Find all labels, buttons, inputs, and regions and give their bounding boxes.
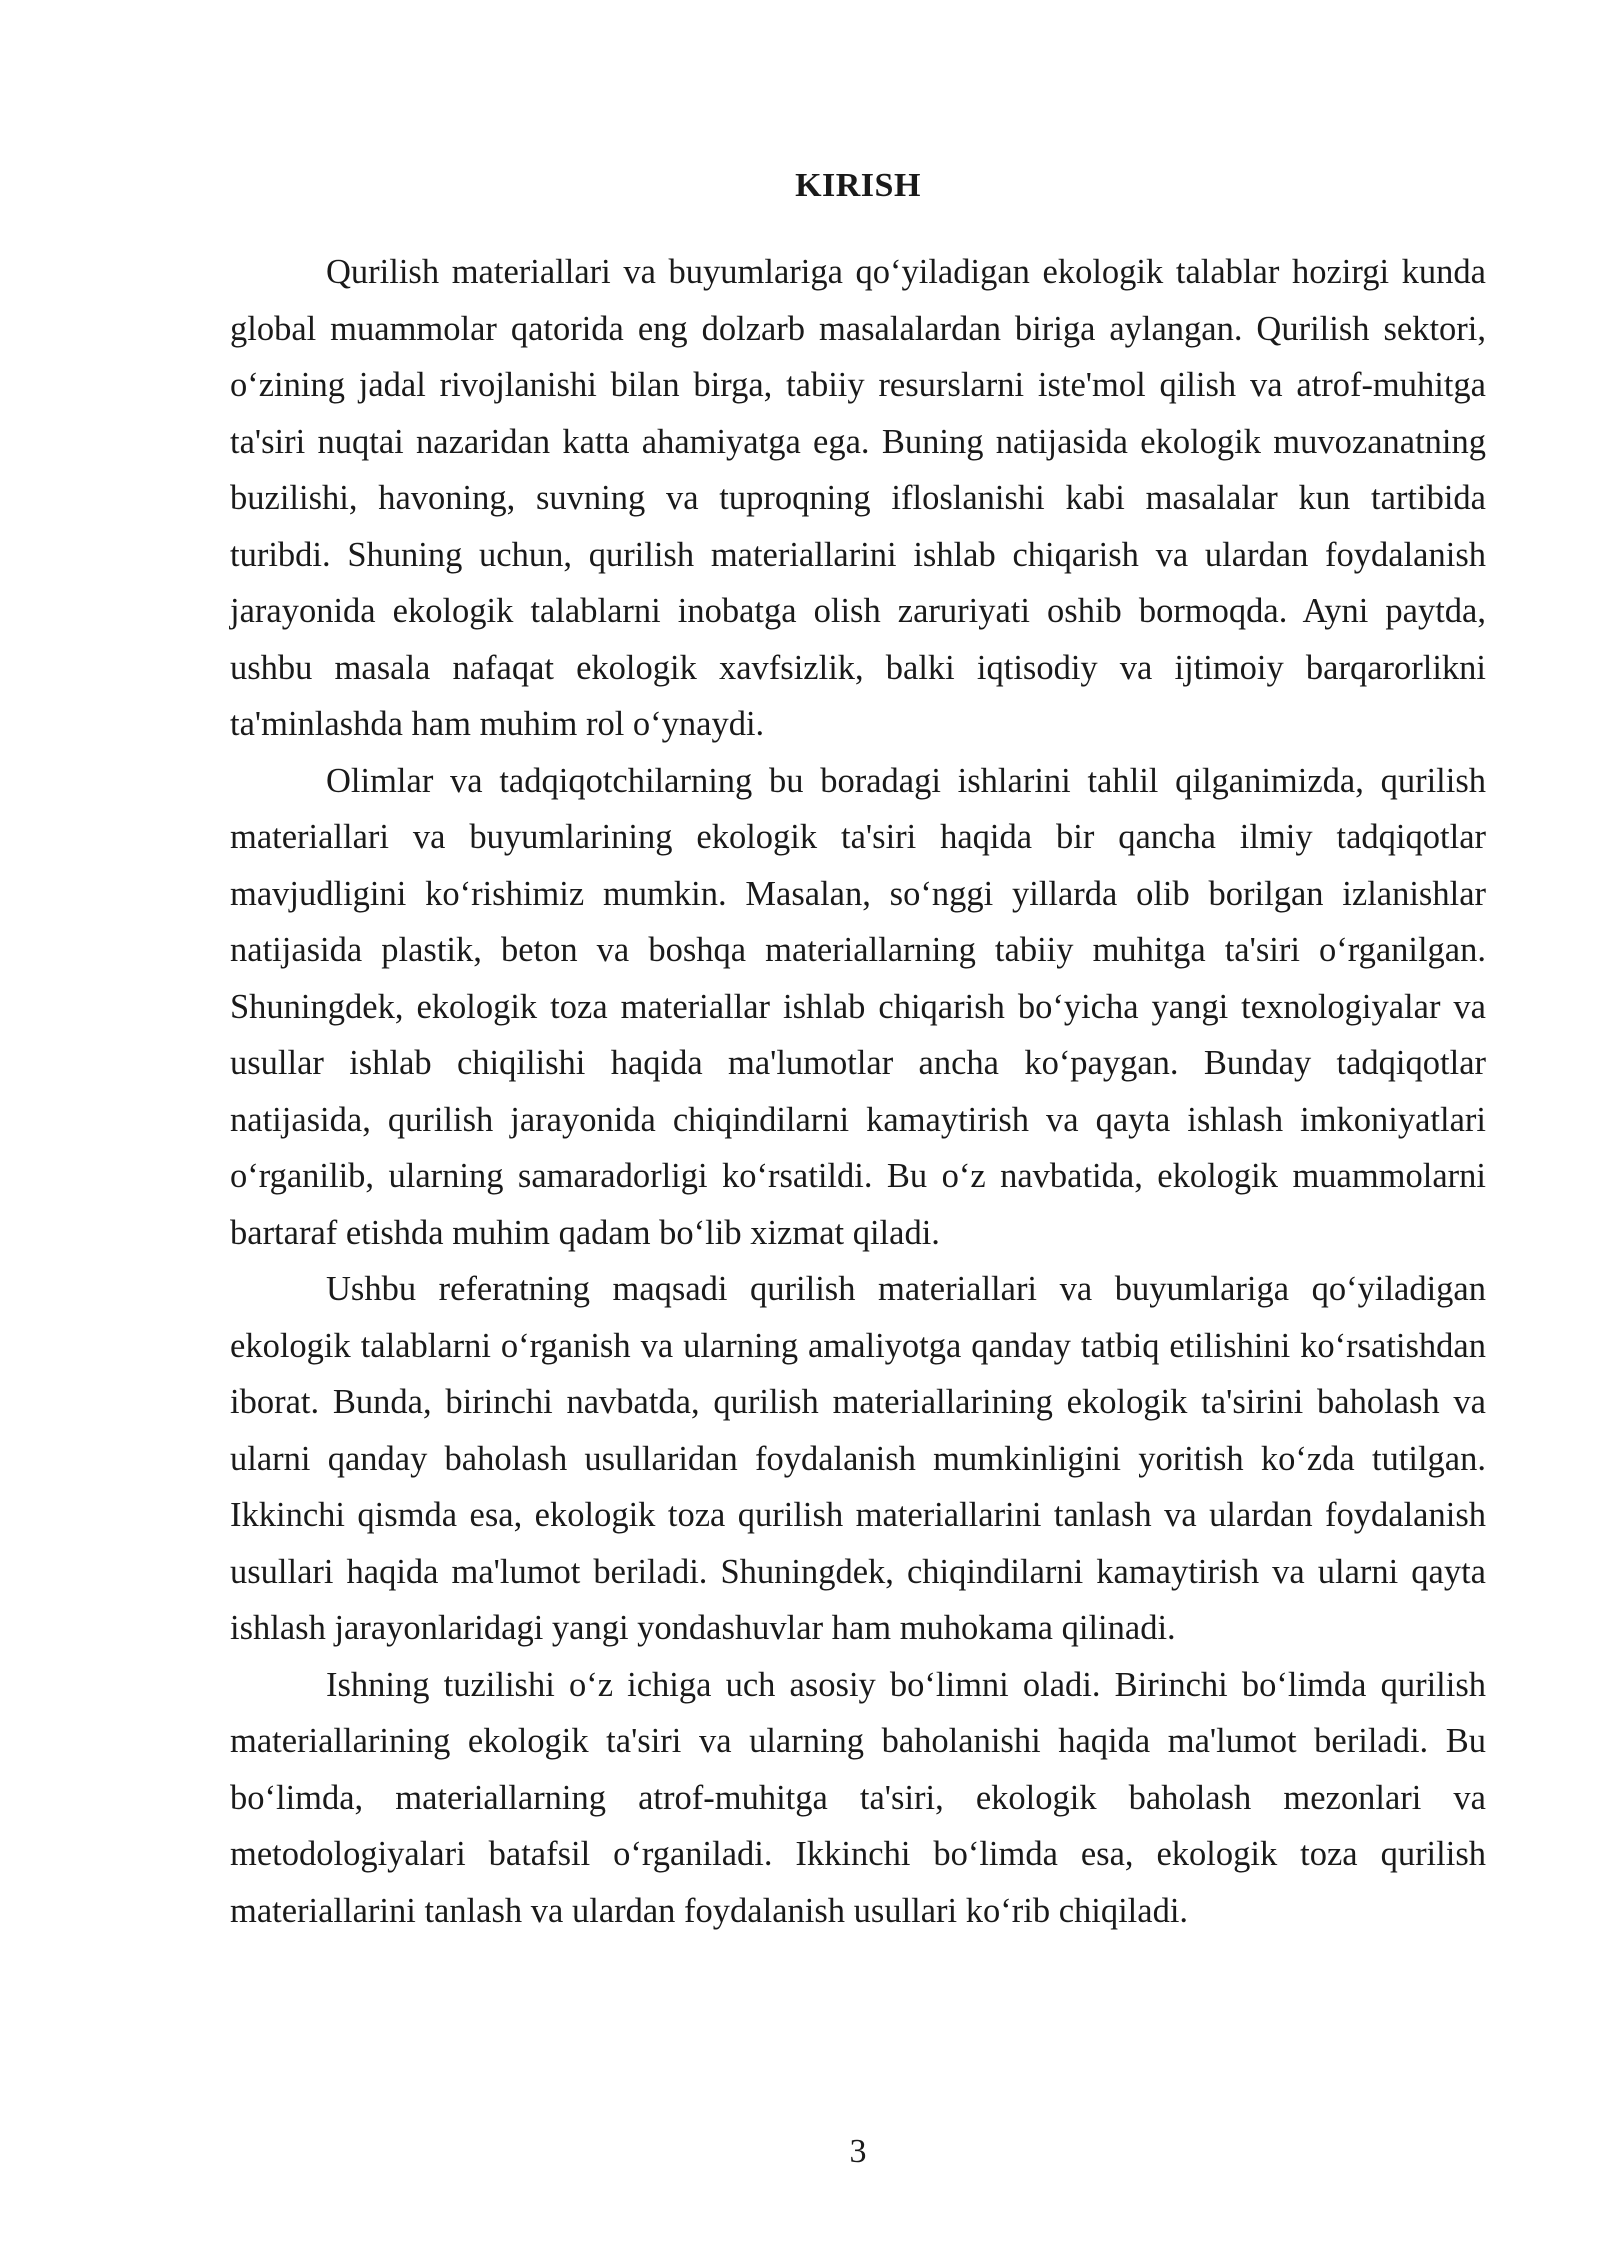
paragraph-2: Olimlar va tadqiqotchilarning bu boradagi ishlarini tahlil qilganimizda, qurilish materiallari va buyumlarining ekologik ta'siri haqida bir qancha ilmiy tadqiqotlar mavjudligini ko‘rishimiz mumkin. Masalan, so‘nggi yillarda olib borilgan izlanishlar natijasida plastik, beton va boshqa materiallarning tabiiy muhitga ta'siri o‘rganilgan. Shuningdek, ekologik toza materiallar ishlab chiqarish bo‘yicha yangi texnologiyalar va usullar ishlab chiqilishi haqida ma'lumotlar ancha ko‘paygan. Bunday tadqiqotlar natijasida, qurilish jarayonida chiqindilarni kamaytirish va qayta ishlash imkoniyatlari o‘rganilib, ularning samaradorligi ko‘rsatildi. Bu o‘z navbatida, ekologik muammolarni bartaraf etishda muhim qadam bo‘lib xizmat qiladi. (230, 761, 1486, 1252)
paragraph-1: Qurilish materiallari va buyumlariga qo‘yiladigan ekologik talablar hozirgi kunda global muammolar qatorida eng dolzarb masalalardan biriga aylangan. Qurilish sektori, o‘zining jadal rivojlanishi bilan birga, tabiiy resurslarni iste'mol qilish va atrof-muhitga ta'siri nuqtai nazaridan katta ahamiyatga ega. Buning natijasida ekologik muvozanatning buzilishi, havoning, suvning va tuproqning ifloslanishi kabi masalalar kun tartibida turibdi. Shuning uchun, qurilish materiallarini ishlab chiqarish va ulardan foydalanish jarayonida ekologik talablarni inobatga olish zaruriyati oshib bormoqda. Ayni paytda, ushbu masala nafaqat ekologik xavfsizlik, balki iqtisodiy va ijtimoiy barqarorlikni ta'minlashda ham muhim rol o‘ynaydi. (230, 253, 1486, 743)
paragraph-4: Ishning tuzilishi o‘z ichiga uch asosiy bo‘limni oladi. Birinchi bo‘limda qurilish materiallarining ekologik ta'siri va ularning baholanishi haqida ma'lumot beriladi. Bu bo‘limda, materiallarning atrof-muhitga ta'siri, ekologik baholash mezonlari va metodologiyalari batafsil o‘rganiladi. Ikkinchi bo‘limda esa, ekologik toza qurilish materiallarini tanlash va ulardan foydalanish usullari ko‘rib chiqiladi. (230, 1665, 1486, 1930)
page-title: KIRISH (795, 167, 921, 204)
page-number: 3 (849, 2133, 867, 2170)
paragraph-3: Ushbu referatning maqsadi qurilish materiallari va buyumlariga qo‘yiladigan ekologik talablarni o‘rganish va ularning amaliyotga qanday tatbiq etilishini ko‘rsatishdan iborat. Bunda, birinchi navbatda, qurilish materiallarining ekologik ta'sirini baholash va ularni qanday baholash usullaridan foydalanish mumkinligini yoritish ko‘zda tutilgan. Ikkinchi qismda esa, ekologik toza qurilish materiallarini tanlash va ulardan foydalanish usullari haqida ma'lumot beriladi. Shuningdek, chiqindilarni kamaytirish va ularni qayta ishlash jarayonlaridagi yangi yondashuvlar ham muhokama qilinadi. (230, 1270, 1486, 1647)
body-text (230, 244, 1486, 1939)
